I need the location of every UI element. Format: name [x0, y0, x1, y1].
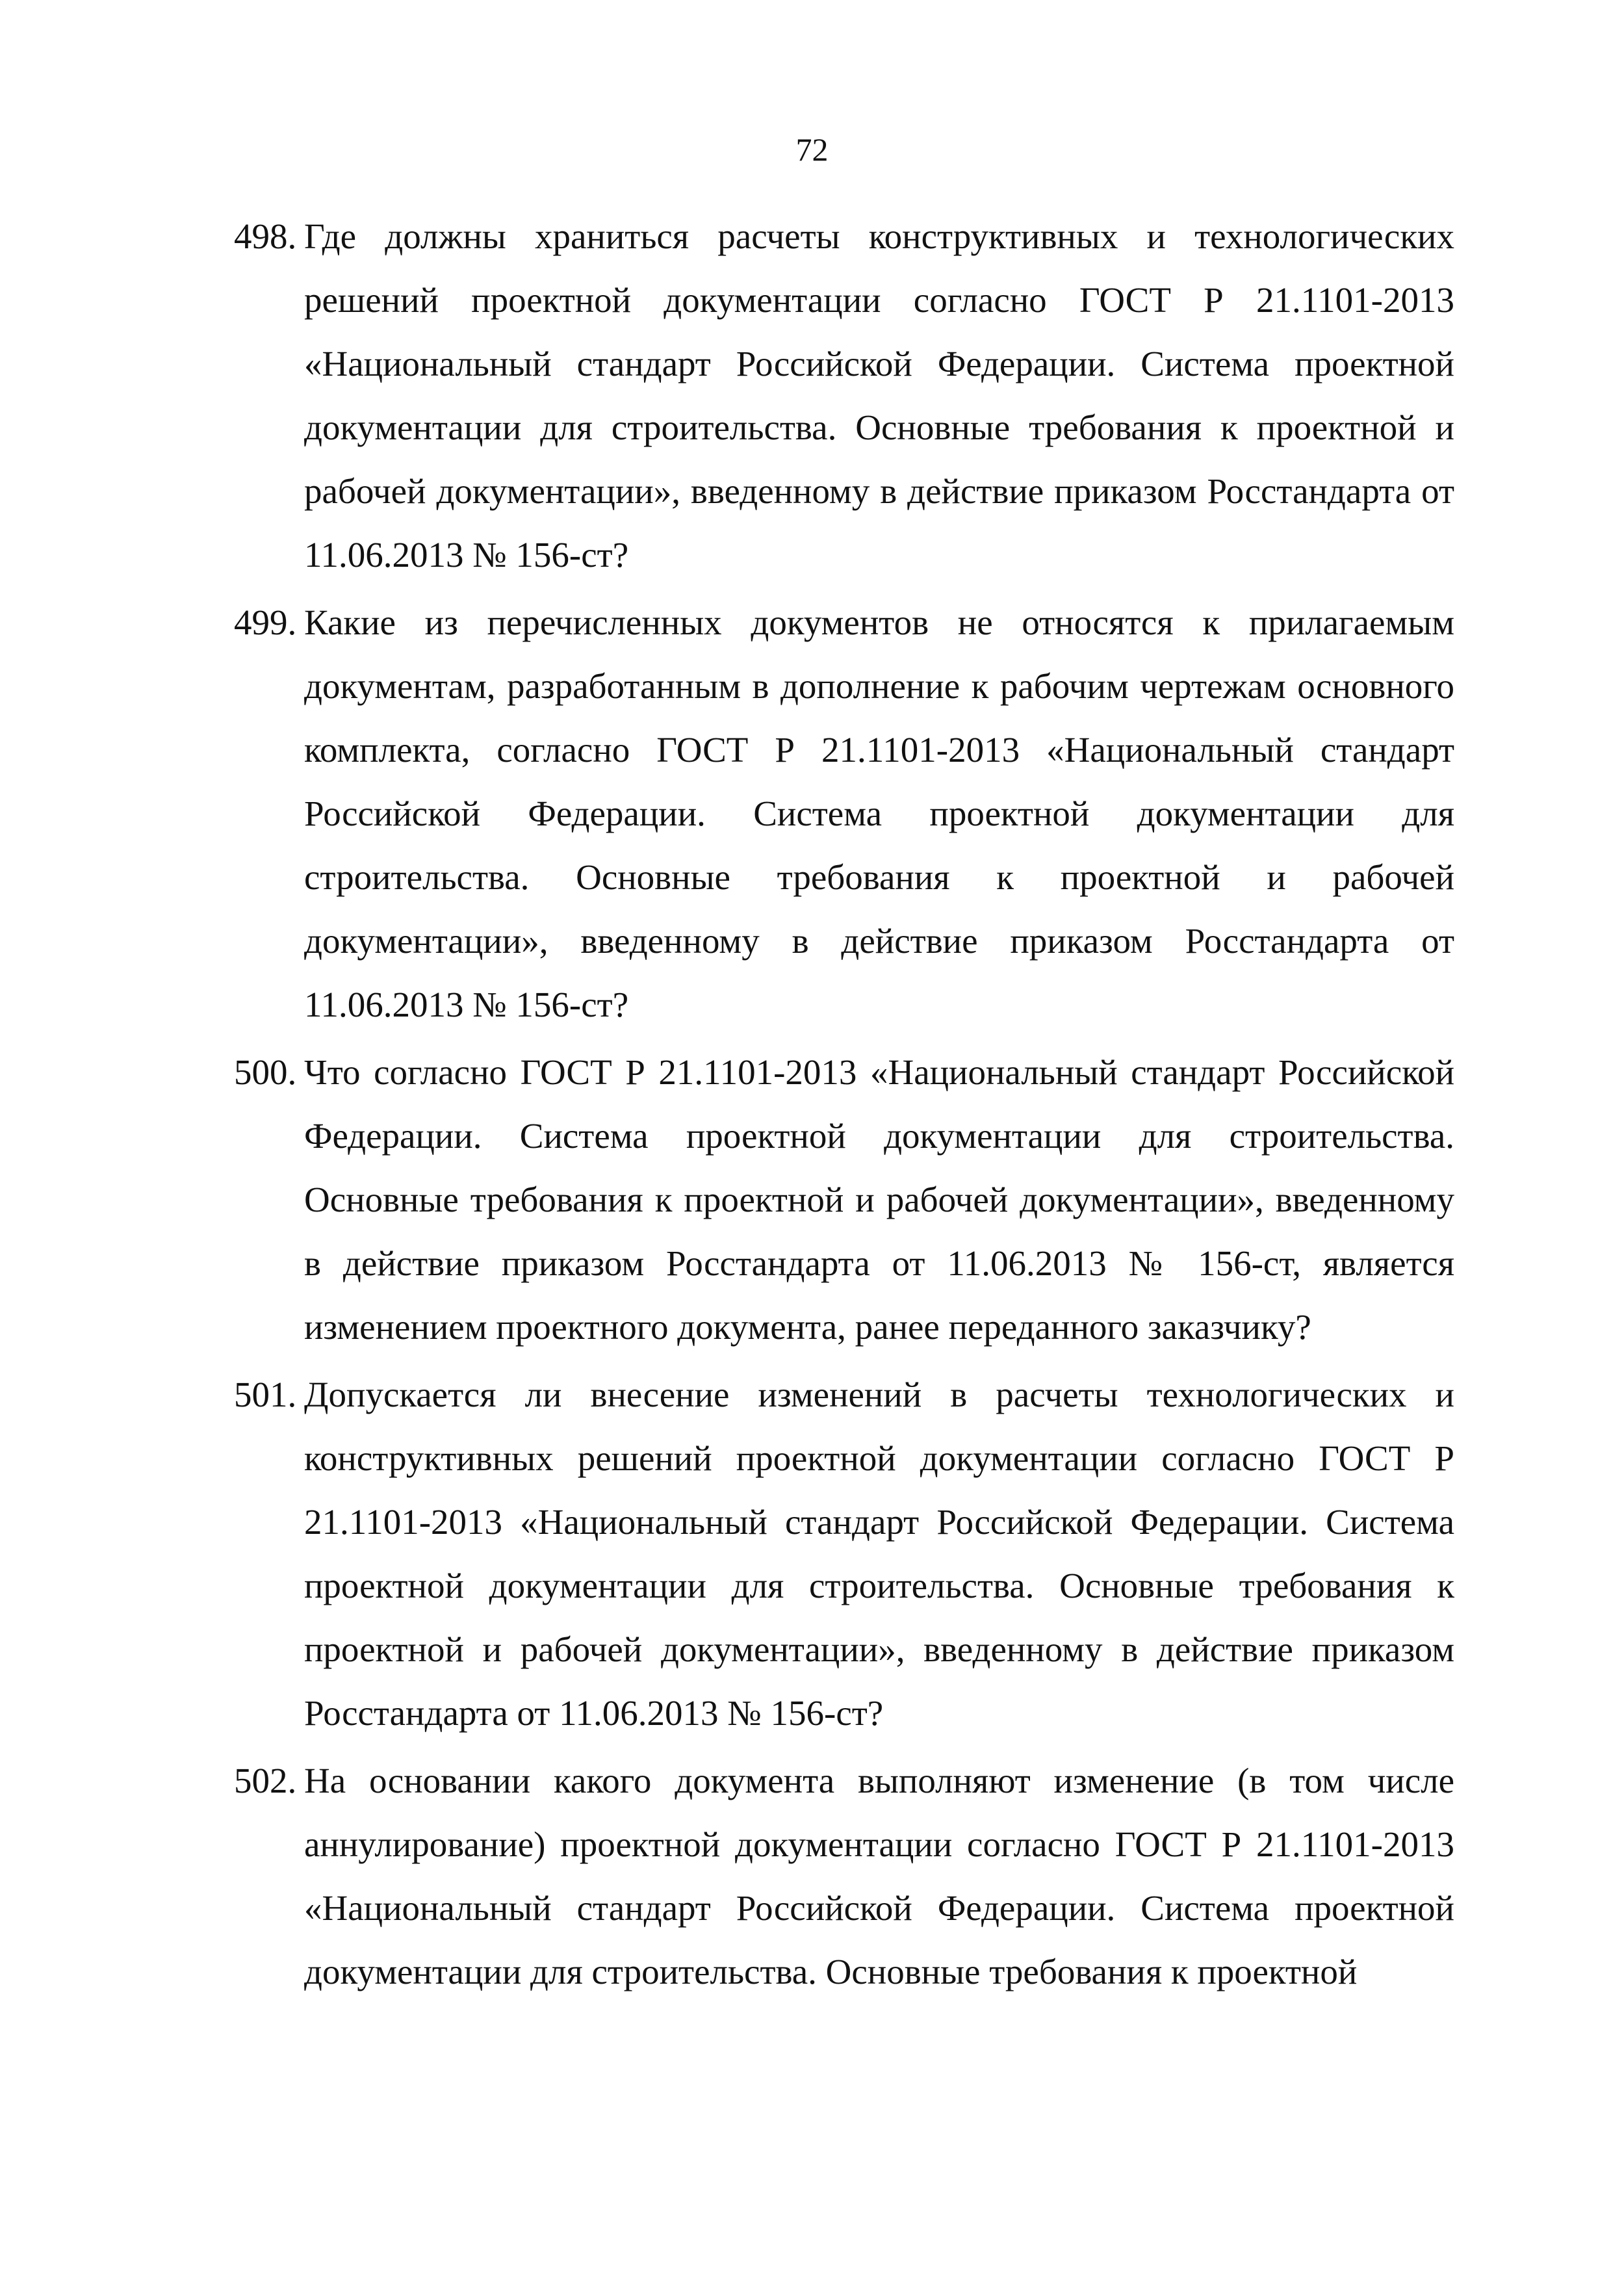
question-text: На основании какого документа выполняют изменение (в том числе аннулирование) проектной документации согласно ГОСТ Р 21.1101-2013 «Национальный стандарт Российской Федерации. Система проектной документации для строительства. Основные требования к проектной — [304, 1761, 1454, 1991]
question-number: 501. — [234, 1375, 297, 1414]
question-number: 499. — [234, 603, 297, 642]
question-text: Допускается ли внесение изменений в расчеты технологических и конструктивных решений проектной документации согласно ГОСТ Р 21.1101-2013 «Национальный стандарт Российской Федерации. Система проектной документации для строительства. Основные требования к проектной и рабочей документации», введенному в действие приказом Росстандарта от 11.06.2013 № 156-ст? — [304, 1375, 1454, 1733]
question-text: Какие из перечисленных документов не относятся к прилагаемым документам, разработанным в дополнение к рабочим чертежам основного комплекта, согласно ГОСТ Р 21.1101-2013 «Национальный стандарт Российской Федерации. Система проектной документации для строительства. Основные требования к проектной и рабочей документации», введенному в действие приказом Росстандарта от 11.06.2013 № 156-ст? — [304, 603, 1454, 1024]
question-item — [234, 1041, 1454, 1359]
question-item — [234, 1749, 1454, 2004]
question-number: 500. — [234, 1052, 297, 1092]
question-number: 502. — [234, 1761, 297, 1800]
question-list — [234, 205, 1454, 2008]
question-item — [234, 591, 1454, 1037]
page-number: 72 — [795, 131, 829, 168]
question-number: 498. — [234, 216, 297, 256]
question-text: Что согласно ГОСТ Р 21.1101-2013 «Национальный стандарт Российской Федерации. Система проектной документации для строительства. Основные требования к проектной и рабочей документации», введенному в действие приказом Росстандарта от 11.06.2013 № 156-ст, является изменением проектного документа, ранее переданного заказчику? — [304, 1052, 1454, 1347]
question-item — [234, 1363, 1454, 1745]
question-item — [234, 205, 1454, 587]
question-text: Где должны храниться расчеты конструктивных и технологических решений проектной документации согласно ГОСТ Р 21.1101-2013 «Национальный стандарт Российской Федерации. Система проектной документации для строительства. Основные требования к проектной и рабочей документации», введенному в действие приказом Росстандарта от 11.06.2013 № 156-ст? — [304, 216, 1454, 575]
